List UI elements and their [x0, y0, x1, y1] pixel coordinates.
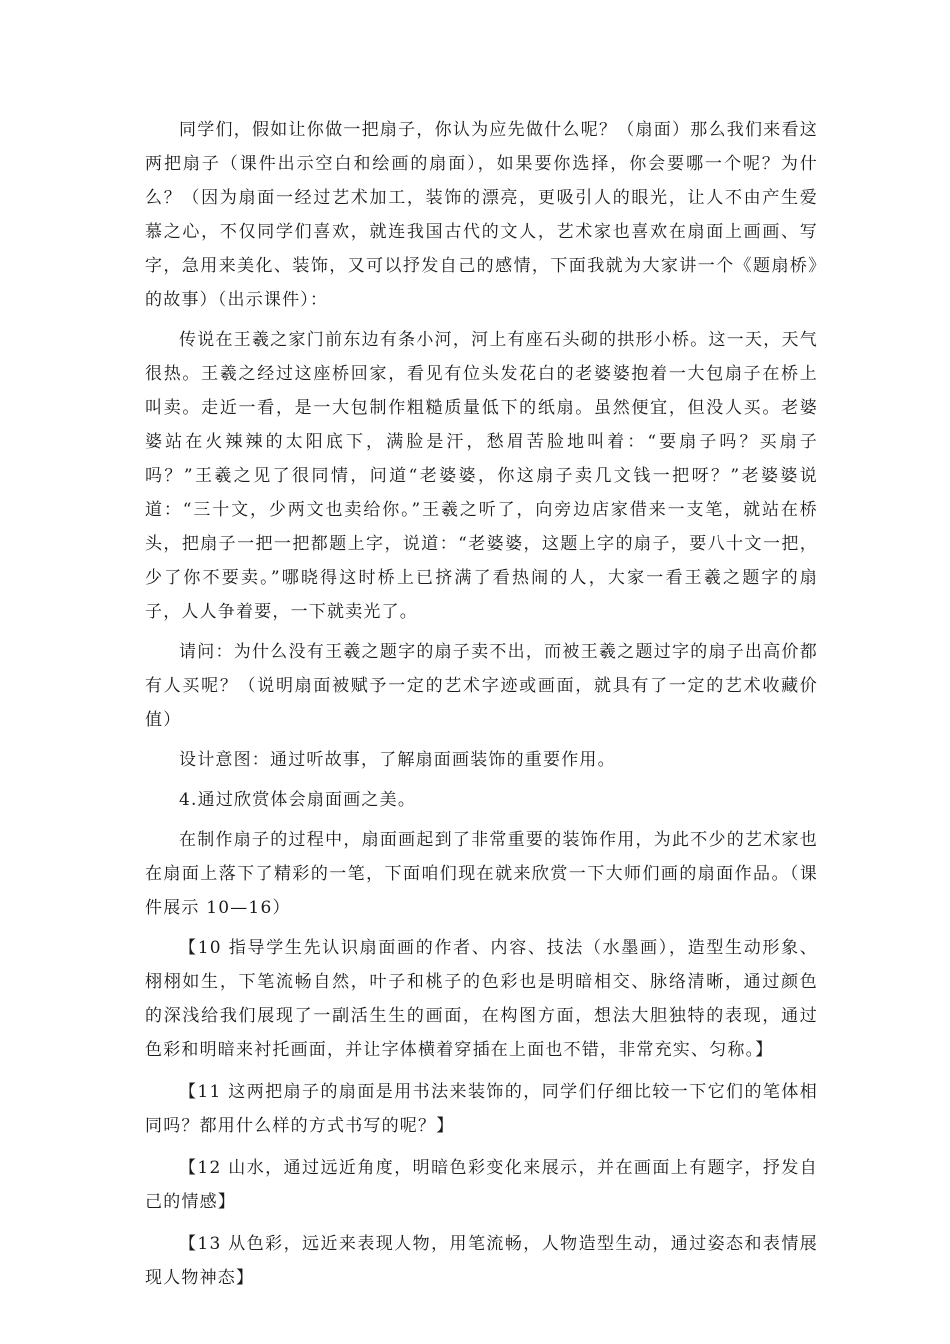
- paragraph-question: 请问：为什么没有王羲之题字的扇子卖不出，而被王羲之题过字的扇子出高价都有人买呢？（说明扇面被赋予一定的艺术字迹或画面，就具有了一定的艺术收藏价值）: [145, 642, 818, 730]
- paragraph-slide-11: 【11 这两把扇子的扇面是用书法来装饰的，同学们仔细比较一下它们的笔体相同吗？都用什么样的方式书写的呢？】: [145, 1082, 818, 1136]
- paragraph-slide-12: 【12 山水，通过远近角度，明暗色彩变化来展示，并在画面上有题字，抒发自己的情感】: [145, 1158, 818, 1212]
- paragraph-slide-10: 【10 指导学生先认识扇面画的作者、内容、技法（水墨画），造型生动形象、栩栩如生，下笔流畅自然，叶子和桃子的色彩也是明暗相交、脉络清晰，通过颜色的深浅给我们展现了一副活生生的画面，在构图方面，想法大胆独特的表现，通过色彩和明暗来衬托画面，并让字体横着穿插在上面也不错，非常充实、匀称。】: [145, 938, 818, 1060]
- paragraph-appreciation-intro: 在制作扇子的过程中，扇面画起到了非常重要的装饰作用，为此不少的艺术家也在扇面上落下了精彩的一笔，下面咱们现在就来欣赏一下大师们画的扇面作品。（课件展示 10—16）: [145, 830, 818, 918]
- paragraph-section-heading: 4.通过欣赏体会扇面画之美。: [179, 790, 417, 810]
- paragraph-fan-question: 同学们，假如让你做一把扇子，你认为应先做什么呢？（扇面）那么我们来看这两把扇子（课件出示空白和绘画的扇面），如果要你选择，你会要哪一个呢？为什么？（因为扇面一经过艺术加工，装饰的漂亮，更吸引人的眼光，让人不由产生爱慕之心，不仅同学们喜欢，就连我国古代的文人，艺术家也喜欢在扇面上画画、写字，急用来美化、装饰，又可以抒发自己的感情，下面我就为大家讲一个《题扇桥》的故事）（出示课件）：: [145, 120, 818, 310]
- paragraph-story: 传说在王羲之家门前东边有条小河，河上有座石头砌的拱形小桥。这一天，天气很热。王羲之经过这座桥回家，看见有位头发花白的老婆婆抱着一大包扇子在桥上叫卖。走近一看，是一大包制作粗糙质量低下的纸扇。虽然便宜，但没人买。老婆婆站在火辣辣的太阳底下，满脸是汗，愁眉苦脸地叫着：“要扇子吗？买扇子吗？”王羲之见了很同情，问道“老婆婆，你这扇子卖几文钱一把呀？”老婆婆说道：“三十文，少两文也卖给你。”王羲之听了，向旁边店家借来一支笔，就站在桥头，把扇子一把一把都题上字，说道：“老婆婆，这题上字的扇子，要八十文一把，少了你不要卖。”哪晓得这时桥上已挤满了看热闹的人，大家一看王羲之题字的扇子，人人争着要，一下就卖光了。: [145, 330, 818, 622]
- paragraph-design-intent: 设计意图：通过听故事，了解扇面画装饰的重要作用。: [179, 750, 616, 770]
- paragraph-slide-13: 【13 从色彩，远近来表现人物，用笔流畅，人物造型生动，通过姿态和表情展现人物神态】: [145, 1234, 818, 1288]
